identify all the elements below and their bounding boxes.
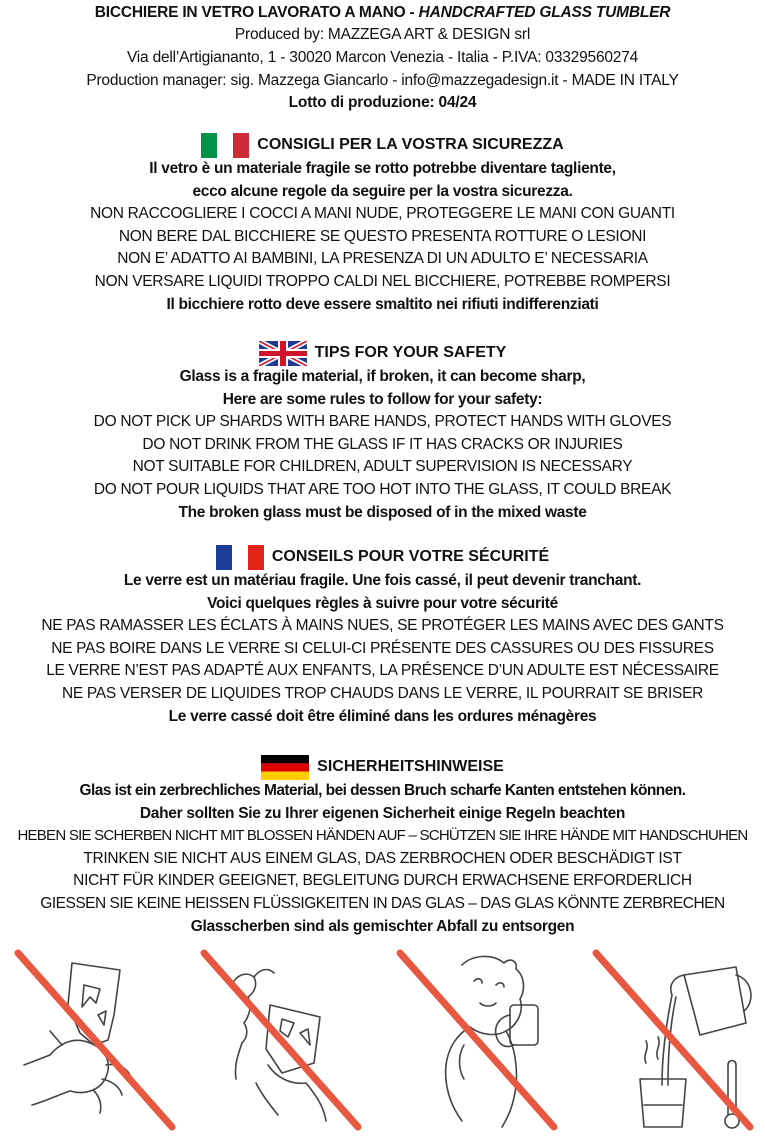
- closing-line: Il bicchiere rotto deve essere smaltito nei rifiuti indifferenziati: [166, 295, 599, 313]
- intro-line: Daher sollten Sie zu Ihrer eigenen Sicherheit einige Regeln beachten: [139, 804, 626, 822]
- rule-line: NON E’ ADATTO AI BAMBINI, LA PRESENZA DI UN ADULTO E’ NECESSARIA: [117, 250, 648, 268]
- intro-line: ecco alcune regole da seguire per la vostra sicurezza.: [192, 182, 573, 200]
- address-line: Via dell’Artigiananto, 1 - 30020 Marcon Venezia - Italia - P.IVA: 03329560274: [126, 49, 639, 66]
- title-english: HANDCRAFTED GLASS TUMBLER: [418, 4, 671, 21]
- intro-line: Here are some rules to follow for your safety:: [222, 390, 543, 408]
- manager-line: Production manager: sig. Mazzega Giancarlo - info@mazzegadesign.it - MADE IN ITALY: [86, 72, 679, 89]
- section-heading: CONSEILS POUR VOTRE SÉCURITÉ: [271, 548, 550, 565]
- rule-line: TRINKEN SIE NICHT AUS EINEM GLAS, DAS ZERBROCHEN ODER BESCHÄDIGT IST: [83, 849, 682, 867]
- rule-line: NE PAS BOIRE DANS LE VERRE SI CELUI-CI PRÉSENTE DES CASSURES OU DES FISSURES: [51, 639, 714, 657]
- section-german: [0, 754, 765, 938]
- title-italian: BICCHIERE IN VETRO LAVORATO A MANO -: [94, 4, 419, 21]
- rule-line: NE PAS RAMASSER LES ÉCLATS À MAINS NUES, SE PROTÉGER LES MAINS AVEC DES GANTS: [41, 617, 724, 635]
- no-drinking-broken-glass-icon: [196, 945, 366, 1135]
- italy-flag-icon: [201, 133, 249, 158]
- rule-line: NON BERE DAL BICCHIERE SE QUESTO PRESENTA ROTTURE O LESIONI: [118, 227, 647, 245]
- closing-line: Le verre cassé doit être éliminé dans les ordures ménagères: [168, 707, 597, 725]
- section-title: [0, 544, 765, 570]
- section-heading: CONSIGLI PER LA VOSTRA SICUREZZA: [257, 136, 564, 153]
- germany-flag-icon: [261, 755, 309, 780]
- intro-line: Il vetro è un materiale fragile se rotto potrebbe diventare tagliente,: [149, 160, 616, 177]
- closing-line: Glasscherben sind als gemischter Abfall zu entsorgen: [190, 917, 575, 935]
- rule-line: DO NOT POUR LIQUIDS THAT ARE TOO HOT INTO THE GLASS, IT COULD BREAK: [93, 480, 672, 498]
- pictogram-row: [0, 945, 765, 1135]
- section-heading: TIPS FOR YOUR SAFETY: [314, 344, 507, 361]
- section-italian: [0, 132, 765, 316]
- rule-line: GIESSEN SIE KEINE HEISSEN FLÜSSIGKEITEN IN DAS GLAS – DAS GLAS KÖNNTE ZERBRECHEN: [40, 894, 725, 912]
- producer-line: Produced by: MAZZEGA ART & DESIGN srl: [234, 26, 531, 43]
- rule-line: HEBEN SIE SCHERBEN NICHT MIT BLOSSEN HÄNDEN AUF – SCHÜTZEN SIE IHRE HÄNDE MIT HANDSCHUHEN: [17, 827, 748, 845]
- uk-flag-icon: [259, 341, 307, 366]
- section-heading: SICHERHEITSHINWEISE: [317, 758, 504, 775]
- rule-line: NON RACCOGLIERE I COCCI A MANI NUDE, PROTEGGERE LE MANI CON GUANTI: [90, 205, 675, 223]
- france-flag-icon: [216, 545, 264, 570]
- rule-line: NON VERSARE LIQUIDI TROPPO CALDI NEL BICCHIERE, POTREBBE ROMPERSI: [94, 272, 671, 290]
- section-title: [0, 340, 765, 366]
- intro-line: Glass is a fragile material, if broken, it can become sharp,: [179, 368, 586, 385]
- no-children-icon: [392, 945, 562, 1135]
- no-bare-hands-shards-icon: [10, 945, 180, 1135]
- intro-line: Voici quelques règles à suivre pour votre sécurité: [207, 594, 558, 612]
- intro-line: Le verre est un matériau fragile. Une fois cassé, il peut devenir tranchant.: [123, 572, 642, 589]
- intro-line: Glas ist ein zerbrechliches Material, bei dessen Bruch scharfe Kanten entstehen können.: [79, 782, 686, 799]
- rule-line: NE PAS VERSER DE LIQUIDES TROP CHAUDS DANS LE VERRE, IL POURRAIT SE BRISER: [61, 684, 704, 702]
- product-title: [0, 2, 765, 24]
- section-french: [0, 544, 765, 728]
- no-hot-liquids-icon: [588, 945, 758, 1135]
- rule-line: DO NOT DRINK FROM THE GLASS IF IT HAS CRACKS OR INJURIES: [142, 435, 623, 453]
- rule-line: DO NOT PICK UP SHARDS WITH BARE HANDS, PROTECT HANDS WITH GLOVES: [93, 413, 672, 431]
- rule-line: NOT SUITABLE FOR CHILDREN, ADULT SUPERVISION IS NECESSARY: [132, 458, 633, 476]
- section-title: [0, 132, 765, 158]
- lot-line: Lotto di produzione: 04/24: [288, 94, 477, 111]
- closing-line: The broken glass must be disposed of in the mixed waste: [178, 503, 587, 521]
- section-english: [0, 340, 765, 524]
- section-title: [0, 754, 765, 780]
- rule-line: NICHT FÜR KINDER GEEIGNET, BEGLEITUNG DURCH ERWACHSENE ERFORDERLICH: [73, 872, 692, 890]
- rule-line: LE VERRE N’EST PAS ADAPTÉ AUX ENFANTS, LA PRÉSENCE D’UN ADULTE EST NÉCESSAIRE: [46, 662, 719, 680]
